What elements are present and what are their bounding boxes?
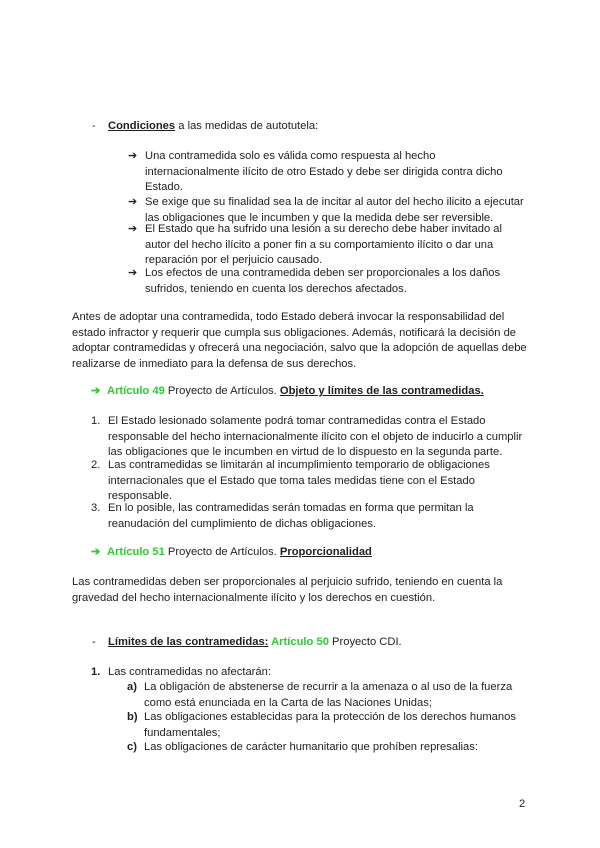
section-conditions-dash: - — [92, 120, 96, 132]
arrow-icon: ➔ — [128, 150, 138, 162]
arrow-icon: ➔ — [128, 267, 138, 279]
paragraph-countermeasure-notice: Antes de adoptar una contramedida, todo Estado deberá invocar la responsabilidad del estado infractor y requerir que cumpla sus obligaciones. Además, notificará la decisión de adoptar contramedidas y ofrecerá una negociación, salvo que la adopción de aquellas debe realizarse de inmediato para la defensa de sus derechos. — [72, 311, 527, 370]
conditions-bullet-3 — [130, 222, 530, 269]
article-49-item-3 — [91, 501, 531, 532]
subitem-text: Las obligaciones establecidas para la protección de los derechos humanos fundamentales; — [144, 711, 516, 739]
article-51-heading — [91, 545, 372, 561]
arrow-icon: ➔ — [128, 223, 138, 235]
bullet-text: El Estado que ha sufrido una lesión a su derecho debe haber invitado al autor del hecho ilícito a poner fin a su comportamiento ilícito o dar una reparación por el perjuicio causado. — [145, 223, 503, 266]
conditions-label: Condiciones — [108, 120, 176, 132]
paragraph-proportionality: Las contramedidas deben ser proporcionales al perjuicio sufrido, teniendo en cuenta la gravedad del hecho internacionalmente ilícito y los derechos en cuestión. — [72, 576, 503, 604]
article-49-title: Objeto y límites de las contramedidas. — [279, 385, 484, 397]
section-limits-heading — [108, 635, 402, 651]
section-conditions-heading — [108, 119, 318, 135]
subitem-letter: a) — [127, 681, 137, 693]
subitem-text: Las obligaciones de carácter humanitario que prohíben represalias: — [144, 741, 478, 753]
limits-label: Límites de las contramedidas: — [108, 636, 269, 648]
item-number: 3. — [91, 502, 101, 514]
arrow-icon: ➔ — [91, 385, 101, 397]
article-49-item-1 — [91, 414, 531, 461]
article-51-label: Artículo 51 — [107, 546, 165, 558]
item-number: 1. — [91, 415, 101, 427]
arrow-icon: ➔ — [128, 196, 138, 208]
article-49-label: Artículo 49 — [107, 385, 165, 397]
article-49-item-2 — [91, 458, 531, 505]
subitem-letter: b) — [127, 711, 138, 723]
limits-subitem-c — [127, 740, 527, 756]
item-text: En lo posible, las contramedidas serán tomadas en forma que permitan la reanudación del cumplimiento de dichas obligaciones. — [108, 502, 474, 530]
bullet-text: Una contramedida solo es válida como respuesta al hecho internacionalmente ilícito de otro Estado y debe ser dirigida contra dicho Estado. — [145, 150, 503, 193]
arrow-icon: ➔ — [91, 546, 101, 558]
bullet-text: Los efectos de una contramedida deben ser proporcionales a los daños sufridos, teniendo en cuenta los derechos afectados. — [145, 267, 501, 295]
article-49-middle: Proyecto de Artículos. — [164, 385, 280, 397]
bullet-text: Se exige que su finalidad sea la de incitar al autor del hecho ilicito a ejecutar las obligaciones que le incumben y que la medida debe ser reversible. — [145, 196, 524, 224]
page-number: 2 — [519, 798, 526, 810]
limits-rest: Proyecto CDI. — [328, 636, 402, 648]
item-text: El Estado lesionado solamente podrá tomar contramedidas contra el Estado responsable del hecho internacionalmente ilícito con el objeto de inducirlo a cumplir las obligaciones que le incumben en virtud de lo dispuesto en la segunda parte. — [108, 415, 523, 458]
subitem-text: La obligación de abstenerse de recurrir a la amenaza o al uso de la fuerza como está enunciada en la Carta de las Naciones Unidas; — [144, 681, 513, 709]
article-50-label: Artículo 50 — [268, 636, 329, 648]
conditions-rest: a las medidas de autotutela: — [175, 120, 319, 132]
article-51-middle: Proyecto de Artículos. — [164, 546, 280, 558]
article-51-title: Proporcionalidad — [279, 546, 372, 558]
subitem-letter: c) — [127, 741, 137, 753]
item-number: 1. — [91, 666, 101, 678]
item-number: 2. — [91, 459, 101, 471]
limits-item-1 — [91, 665, 531, 681]
conditions-bullet-1 — [130, 149, 530, 196]
item-text: Las contramedidas se limitarán al incumplimiento temporario de obligaciones internacionales que el Estado que toma tales medidas tiene con el Estado responsable. — [108, 459, 490, 502]
article-49-heading — [91, 384, 484, 400]
limits-subitem-a — [127, 680, 527, 711]
item-text: Las contramedidas no afectarán: — [108, 666, 271, 678]
section-limits-dash: - — [92, 636, 96, 648]
limits-subitem-b — [127, 710, 527, 741]
conditions-bullet-4 — [130, 266, 530, 297]
